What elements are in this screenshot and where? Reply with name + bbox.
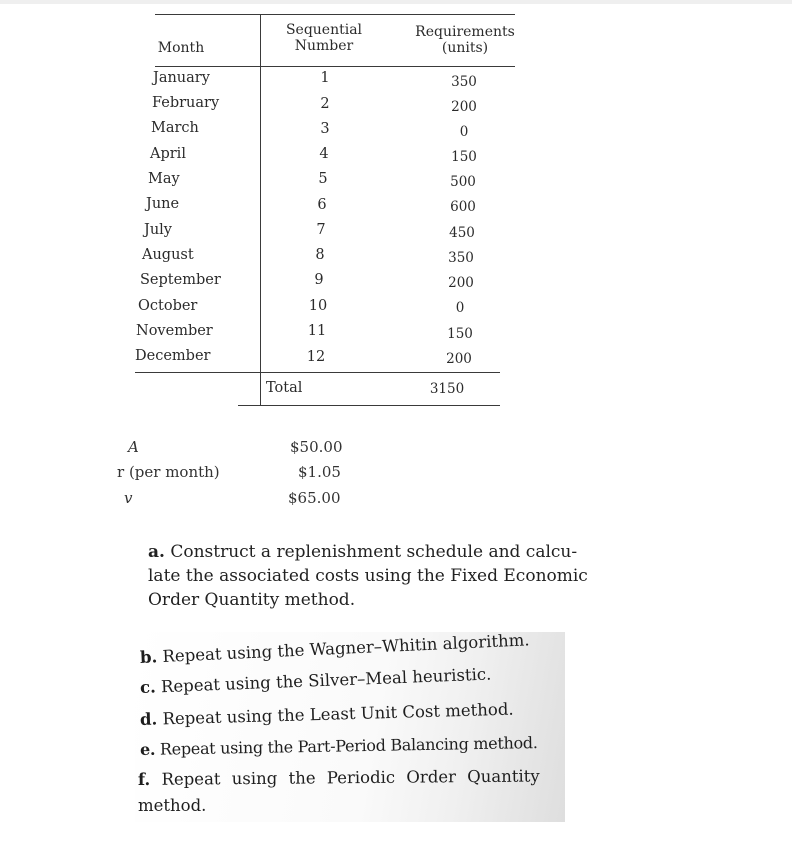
total-value: 3150	[429, 381, 465, 397]
row-seq: 3	[320, 121, 330, 137]
row-req: 150	[447, 326, 473, 342]
param-r-value: $1.05	[298, 463, 341, 481]
question-f-continued: method.	[138, 796, 207, 815]
table-bottom-rule	[238, 405, 500, 406]
header-sequential-line2: Number	[294, 38, 354, 54]
row-req: 200	[448, 275, 474, 291]
row-month: January	[153, 70, 210, 86]
row-seq: 6	[317, 197, 327, 213]
row-req: 200	[451, 99, 477, 115]
row-seq: 1	[320, 70, 330, 86]
row-req: 350	[448, 250, 474, 266]
row-seq: 10	[308, 298, 328, 314]
question-f-text: Repeat using the Periodic Order Quantity	[161, 766, 540, 789]
row-req: 600	[450, 199, 476, 215]
question-c-letter: c.	[139, 677, 157, 697]
row-month: February	[152, 95, 220, 111]
table-column-divider	[260, 14, 261, 405]
row-seq: 5	[318, 171, 328, 187]
question-c-text: Repeat using the Silver–Meal heuristic.	[160, 664, 492, 697]
question-b-text: Repeat using the Wagner–Whitin algorithm.	[162, 630, 530, 666]
header-requirements-line2: (units)	[441, 40, 489, 56]
total-label: Total	[266, 380, 303, 396]
row-month: July	[144, 222, 172, 238]
row-month: October	[138, 298, 198, 314]
row-month: June	[146, 196, 180, 212]
question-b-letter: b.	[139, 647, 158, 667]
row-req: 450	[449, 225, 475, 241]
row-seq: 12	[306, 349, 326, 365]
question-d-letter: d.	[139, 709, 158, 729]
header-requirements-line1: Requirements	[415, 24, 515, 40]
row-seq: 2	[320, 96, 330, 112]
param-v-value: $65.00	[288, 489, 341, 507]
row-req: 200	[446, 351, 472, 367]
table-header-rule	[155, 66, 515, 67]
row-req: 500	[450, 174, 476, 190]
row-seq: 4	[319, 146, 329, 162]
row-seq: 11	[307, 323, 327, 339]
row-month: May	[148, 171, 180, 187]
question-d-text: Repeat using the Least Unit Cost method.	[162, 699, 514, 729]
question-a-letter: a.	[148, 542, 165, 562]
param-a-label: A	[128, 438, 139, 456]
header-requirements	[408, 24, 522, 56]
row-month: April	[150, 146, 186, 162]
question-a-text: Construct a replenishment schedule and calcu-	[170, 542, 578, 562]
row-month: March	[151, 120, 199, 136]
table-total-rule	[135, 372, 250, 373]
row-req: 0	[455, 300, 465, 316]
header-month: Month	[157, 40, 205, 56]
table-top-rule	[155, 14, 515, 15]
row-month: November	[136, 323, 213, 339]
row-req: 150	[451, 149, 477, 165]
question-f	[138, 766, 540, 789]
param-a-value: $50.00	[290, 438, 343, 456]
question-a-line2: late the associated costs using the Fixed Economic	[148, 566, 588, 586]
question-e-text: Repeat using the Part-Period Balancing method.	[159, 733, 538, 759]
question-a-line1	[148, 540, 588, 564]
question-a-line3: Order Quantity method.	[148, 590, 356, 610]
row-req: 0	[459, 124, 469, 140]
row-seq: 7	[316, 222, 326, 238]
row-req: 350	[451, 74, 477, 90]
question-f-letter: f.	[137, 769, 151, 789]
table-total-top-rule	[238, 372, 500, 373]
param-r-label: r (per month)	[117, 463, 220, 481]
row-month: August	[142, 247, 194, 263]
row-month: September	[140, 272, 221, 288]
top-margin-band	[0, 0, 792, 4]
row-month: December	[135, 348, 211, 364]
header-sequential-line1: Sequential	[285, 22, 363, 38]
row-seq: 8	[315, 247, 325, 263]
header-sequential	[278, 22, 370, 54]
question-e-letter: e.	[139, 739, 156, 759]
question-a	[148, 540, 588, 612]
param-v-label: v	[124, 489, 133, 507]
row-seq: 9	[314, 272, 324, 288]
